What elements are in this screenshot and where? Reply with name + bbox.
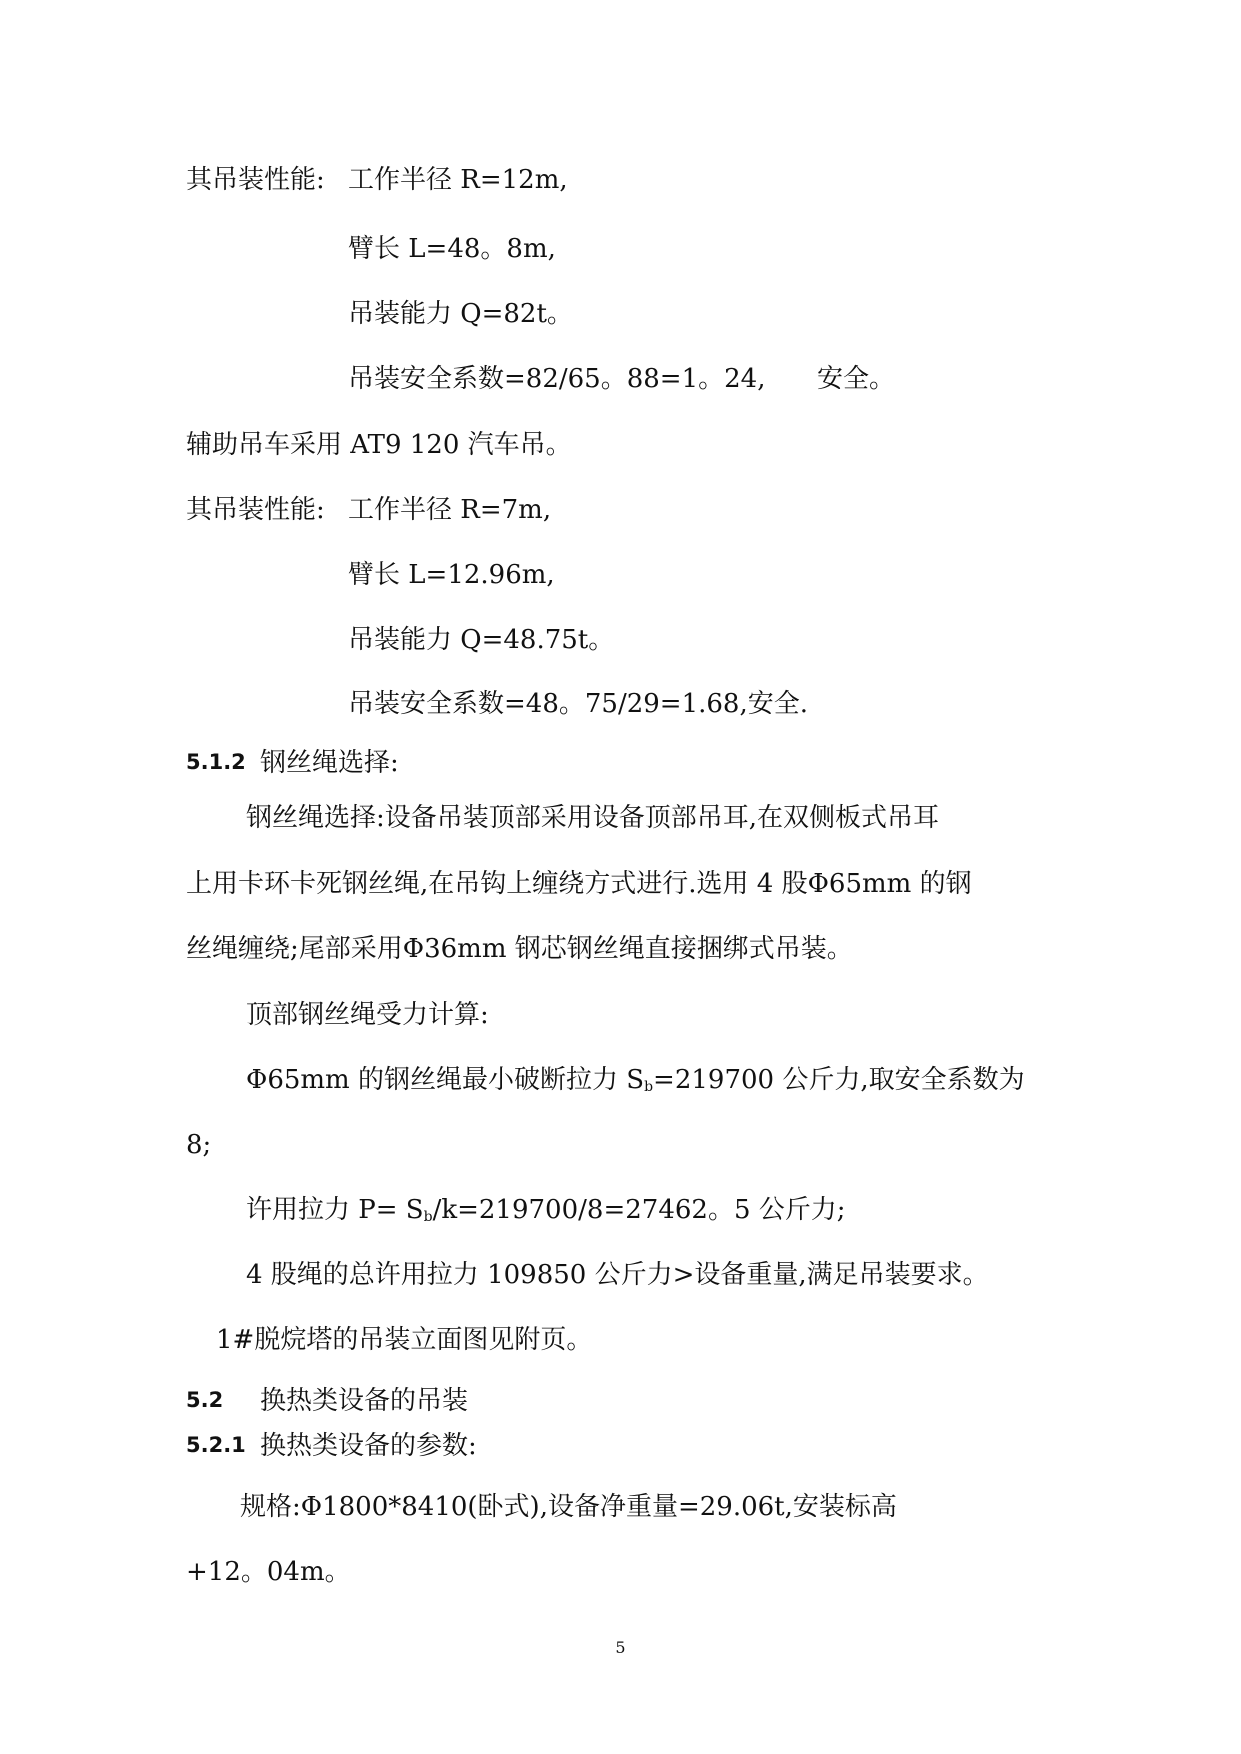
wire-rope-paragraph-line-2: 上用卡环卡死钢丝绳,在吊钩上缠绕方式进行.选用 4 股Φ65mm 的钢 bbox=[186, 869, 972, 899]
main-crane-safety-result: 安全。 bbox=[817, 364, 896, 394]
main-crane-performance-label: 其吊装性能: bbox=[186, 165, 325, 195]
force-calc-title: 顶部钢丝绳受力计算: bbox=[246, 1000, 489, 1030]
breaking-force-subscript: b bbox=[644, 1079, 654, 1095]
spec-line-2: +12。04m。 bbox=[186, 1557, 351, 1587]
section-512-number: 5.1.2 bbox=[186, 750, 246, 774]
main-crane-boom-length: 臂长 L=48。8m, bbox=[348, 234, 556, 264]
allowable-force-text-b: /k=219700/8=27462。5 公斤力; bbox=[432, 1195, 846, 1225]
aux-crane-radius: 工作半径 R=7m, bbox=[348, 495, 552, 525]
page-number: 5 bbox=[615, 1638, 626, 1657]
section-521-number: 5.2.1 bbox=[186, 1433, 246, 1457]
section-521-title: 换热类设备的参数: bbox=[260, 1431, 477, 1461]
total-allowable-force-line: 4 股绳的总许用拉力 109850 公斤力>设备重量,满足吊装要求。 bbox=[246, 1260, 989, 1290]
breaking-force-text-a: Φ65mm 的钢丝绳最小破断拉力 S bbox=[246, 1065, 645, 1095]
main-crane-capacity: 吊装能力 Q=82t。 bbox=[348, 299, 573, 329]
wire-rope-paragraph-line-1: 钢丝绳选择:设备吊装顶部采用设备顶部吊耳,在双侧板式吊耳 bbox=[246, 803, 940, 833]
section-52-title: 换热类设备的吊装 bbox=[260, 1386, 469, 1416]
safety-factor-continuation: 8; bbox=[186, 1130, 212, 1160]
main-crane-radius: 工作半径 R=12m, bbox=[348, 165, 568, 195]
section-512-title: 钢丝绳选择: bbox=[260, 748, 399, 778]
breaking-force-line bbox=[246, 1067, 1025, 1094]
allowable-force-text-a: 许用拉力 P= S bbox=[246, 1195, 424, 1225]
breaking-force-text-b: =219700 公斤力,取安全系数为 bbox=[653, 1065, 1025, 1095]
aux-crane-performance-label: 其吊装性能: bbox=[186, 495, 325, 525]
aux-crane-capacity: 吊装能力 Q=48.75t。 bbox=[348, 625, 615, 655]
spec-line-1: 规格:Φ1800*8410(卧式),设备净重量=29.06t,安装标高 bbox=[240, 1492, 897, 1522]
drawing-reference-note: 1#脱烷塔的吊装立面图见附页。 bbox=[216, 1325, 593, 1355]
section-52-number: 5.2 bbox=[186, 1388, 224, 1412]
aux-crane-boom-length: 臂长 L=12.96m, bbox=[348, 560, 555, 590]
aux-crane-intro: 辅助吊车采用 AT9 120 汽车吊。 bbox=[186, 430, 572, 460]
aux-crane-safety-factor: 吊装安全系数=48。75/29=1.68,安全. bbox=[348, 689, 809, 719]
allowable-force-line bbox=[246, 1197, 846, 1224]
allowable-force-subscript: b bbox=[423, 1209, 433, 1225]
wire-rope-paragraph-line-3: 丝绳缠绕;尾部采用Φ36mm 钢芯钢丝绳直接捆绑式吊装。 bbox=[186, 934, 853, 964]
main-crane-safety-factor: 吊装安全系数=82/65。88=1。24, bbox=[348, 364, 766, 394]
